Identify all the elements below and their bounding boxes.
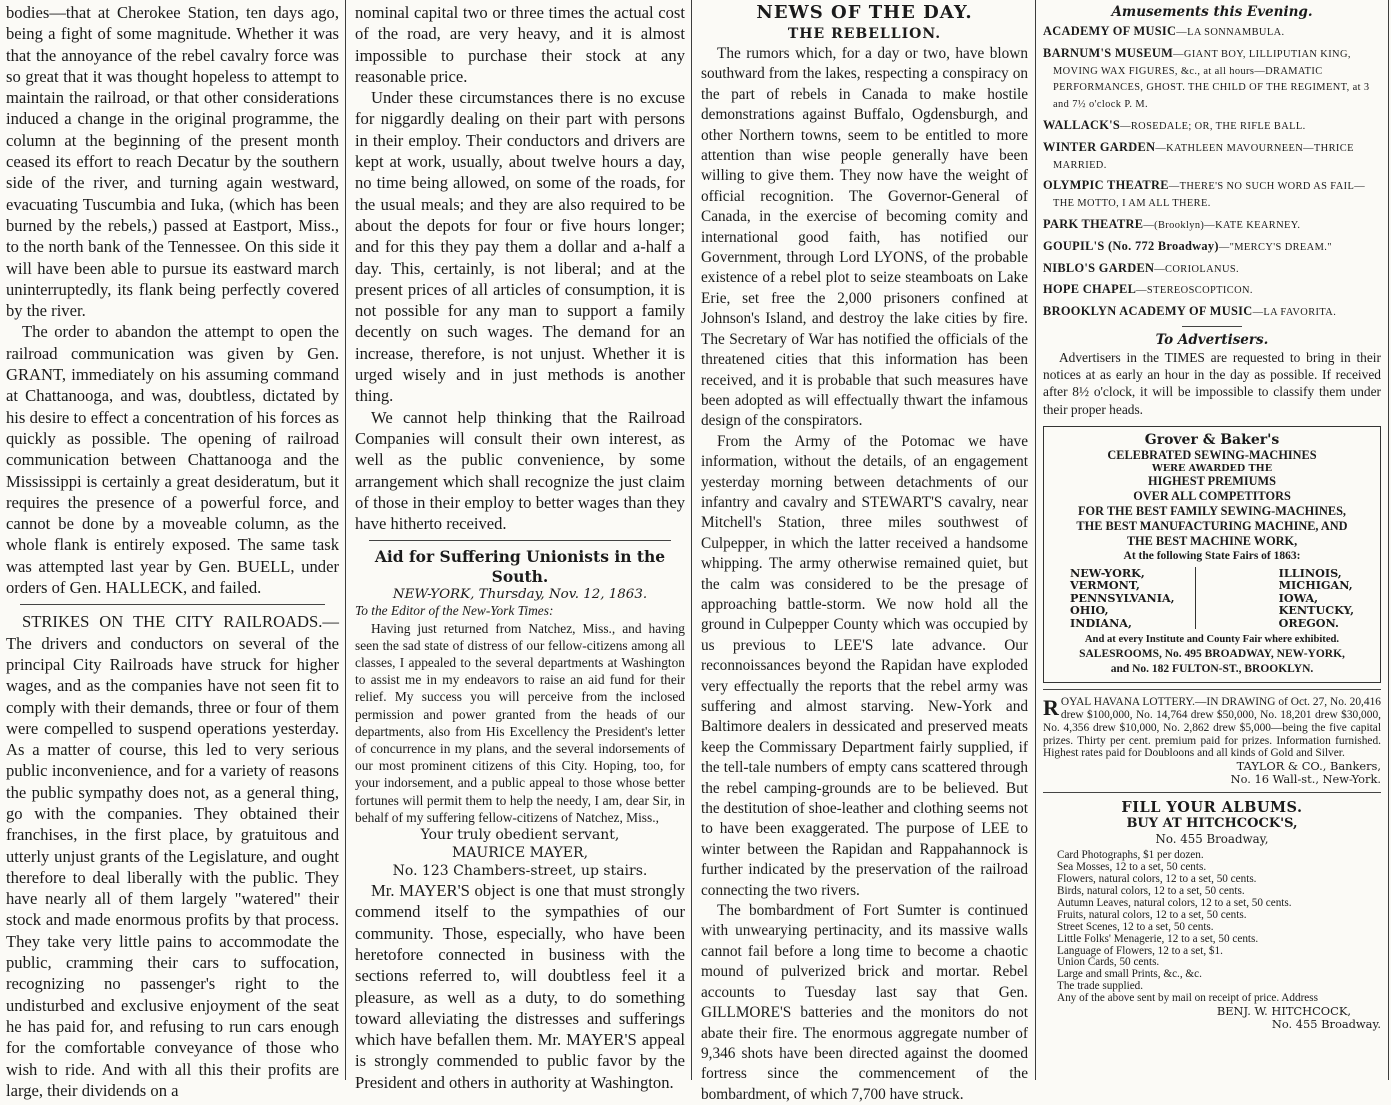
article-paragraph (6, 611, 339, 1101)
list-item: OLYMPIC THEATRE—THERE'S NO SUCH WORD AS FAIL—THE MOTTO, I AM ALL THERE. (1043, 178, 1366, 210)
ad-line: SALESROOMS, No. 495 BROADWAY, NEW-YORK, (1079, 648, 1345, 661)
albums-address-footer: No. 455 Broadway. (1271, 1017, 1381, 1032)
list-item: PARK THEATRE—(Brooklyn)—KATE KEARNEY. (1043, 216, 1301, 231)
aid-headline: Aid for Suffering Unionists in the South. (374, 547, 666, 587)
state-name: OREGON. (1278, 615, 1339, 630)
article-divider (1043, 792, 1381, 793)
albums-subtitle: BUY AT HITCHCOCK'S, (1126, 816, 1298, 832)
lottery-address: No. 16 Wall-st., New-York. (1230, 772, 1381, 787)
list-item: NIBLO'S GARDEN—CORIOLANUS. (1043, 260, 1240, 275)
aid-signature: MAURICE MAYER, (451, 845, 589, 862)
article-paragraph: Mr. MAYER'S object is one that must strongly commend itself to the sympathies of our community. Those, especially, who have been heretofore connected in business with the sections referred to, will doubtless feel it a pleasure, as well as a duty, to do something toward alleviating the distresses and sufferings which have befallen them. Mr. MAYER'S appeal is strongly commended to public favor by the President and others in authority at Washington. (355, 881, 685, 1092)
list-item: ACADEMY OF MUSIC—LA SONNAMBULA. (1043, 24, 1285, 38)
ad-line: OVER ALL COMPETITORS (1133, 488, 1291, 503)
amusements-title: Amusements this Evening. (1111, 4, 1313, 20)
state-name: VERMONT, (1070, 578, 1140, 593)
list-item: WINTER GARDEN—KATHLEEN MAVOURNEEN—THRICE MARRIED. (1043, 139, 1354, 171)
column-rule (1388, 0, 1389, 1080)
article-paragraph: From the Army of the Potomac we have information, without the details, of an engagement yesterday morning between detachments of our infantry and cavalry and STEWART'S cavalry, near Mitchell's Station, three miles southwest of Culpepper, in which the latter received a handsome whipping. The army otherwise remained quiet, but the calm was considered to be the presage of approaching battle-storm. We now hold all the ground in Culpepper County which was occupied by us previous to LEE'S late advance. Our reconnoissances beyond the Rapidan have exploded very effectually the reports that the rebel army was suffering and almost starving. New-York and Baltimore dealers in dessicated and preserved meats keep the Commissary Department fairly supplied, if the tell-tale numbers of empty cans scattered through the rebel camping-grounds are to be believed. But the destitution of shoe-leather and clothing seems not to have been exaggerated. The purpose of LEE to winter between the Rapidan and Rappahannock is further indicated by the preservation of the railroad connecting the two rivers. (701, 432, 1028, 899)
article-paragraph: nominal capital two or three times the actual cost of the road, are very heavy, and it is almost impossible to purchase their stock at any reasonable price. (355, 3, 685, 86)
ad-line: HIGHEST PREMIUMS (1148, 473, 1276, 488)
article-divider (369, 540, 671, 541)
list-item: WALLACK'S—ROSEDALE; OR, THE RIFLE BALL. (1043, 117, 1306, 132)
article-paragraph: The order to abandon the attempt to open the railroad communication was given by Gen. GRANT, immediately on his assuming command at Chattanooga, and was, doubtless, dictated by his desire to effect a concentration of his forces as quickly as possible. The opening of railroad communication between Chattanooga and the Mississippi is certainly a great desideratum, but it requires the presence of a powerful force, and cannot be done by a moveable column, as the whole flank is entirely exposed. The same task was attempted last year by Gen. BUELL, under orders of Gen. HALLECK, and failed. (6, 322, 339, 598)
article-paragraph: The rumors which, for a day or two, have blown southward from the lakes, respecting a conspiracy on the part of rebels in Canada to make hostile demonstrations against Buffalo, Ogdensburgh, and other Northern towns, seem to be entitled to more attention than wise people generally have been willing to give them. They now have the weight of official recognition. The Governor-General of Canada, in the exercise of becoming comity and international good faith, has notified our Government, through Lord LYONS, of the probable existence of a rebel plot to seize steamboats on Lake Erie, set free the 2,000 prisoners confined at Johnson's Island, and destroy the lake cities by fire. The Secretary of War has notified the officials of the threatened cities that this information has been received, and it is probable that such measures have been adopted as will effectually thwart the infamous design of the conspirators. (701, 45, 1028, 430)
list-item: The trade supplied. (1057, 980, 1144, 993)
ad-line: And at every Institute and County Fair where exhibited. (1084, 634, 1340, 646)
list-item: BROOKLYN ACADEMY OF MUSIC—LA FAVORITA. (1043, 304, 1337, 319)
list-item: HOPE CHAPEL—STEREOSCOPTICON. (1043, 282, 1253, 297)
article-divider (1043, 689, 1381, 690)
aid-salutation: To the Editor of the New-York Times: (355, 603, 554, 619)
aid-closing: Your truly obedient servant, (420, 827, 620, 844)
list-item: Large and small Prints, &c., &c. (1057, 968, 1202, 981)
list-item: Fruits, natural colors, 12 to a set, 50 cents. (1057, 908, 1247, 921)
article-divider (20, 604, 325, 605)
article-divider (1182, 326, 1242, 327)
state-list (1070, 567, 1354, 630)
article-paragraph: We cannot help thinking that the Railroad Companies will consult their own interest, as well as the public convenience, by some arrangement which shall recognize the just claim of those in their employ to better wages than they have hitherto received. (355, 407, 685, 534)
state-column (1070, 567, 1196, 630)
ad-line: THE BEST MANUFACTURING MACHINE, AND (1076, 518, 1348, 533)
state-name: OHIO, (1070, 603, 1109, 618)
column-rule (345, 0, 346, 1080)
list-item: Little Folks' Menagerie, 12 to a set, 50 cents. (1057, 932, 1259, 945)
aid-address: No. 123 Chambers-street, up stairs. (392, 863, 648, 880)
list-item: Street Scenes, 12 to a set, 50 cents. (1057, 920, 1214, 933)
list-item: Any of the above sent by mail on receipt of price. Address (1057, 992, 1318, 1005)
ad-line: CELEBRATED SEWING-MACHINES (1107, 447, 1317, 462)
hitchcock-albums-ad (1043, 799, 1381, 1031)
albums-address: No. 455 Broadway, (1155, 832, 1269, 847)
list-item: Flowers, natural colors, 12 to a set, 50 cents. (1057, 873, 1257, 886)
state-name: INDIANA, (1070, 615, 1132, 630)
article-text: The drivers and conductors on several of the principal City Railroads have struck for higher wages, and as the companies have not seen fit to comply with their demands, three or four of them were compelled to suspend operations yesterday. As a matter of course, this led to very serious public inconvenience, and for a variety of reasons the public sympathy does not, as a general thing, go with the companies. They obtained their franchises, in the first place, by gratuitous and utterly unjust grants of the Legislature, and ought therefore to deal liberally with the public. They have nearly all of them largely "watered" their stock and made enormous profits by that process. They take very little pains to accommodate the public, cramming their cars to suffocation, recognizing no passenger's right to the undisturbed and exclusive enjoyment of the seat he has paid for, and refusing to run cars enough for the comfortable conveyance of those who wish to ride. And with all this their profits are large, their dividends on a (6, 633, 339, 1100)
ad-line: WERE AWARDED THE (1151, 462, 1273, 474)
state-name: NEW-YORK, (1070, 565, 1145, 580)
havana-lottery-ad (1043, 696, 1381, 786)
ad-line: FOR THE BEST FAMILY SEWING-MACHINES, (1078, 503, 1346, 518)
grover-title: Grover & Baker's (1144, 431, 1280, 448)
ad-line: At the following State Fairs of 1863: (1123, 549, 1301, 562)
lottery-initial: R (1043, 695, 1059, 721)
aid-letter: Having just returned from Natchez, Miss., and having seen the sad state of distress of our fellow-citizens among all classes, I appealed to the several departments at Washington to assist me in my endeavors to raise an aid fund for their relief. My success you will perceive from the inclosed permission and power granted from the heads of our departments, also from His Excellency the President's letter of concurrence in my plans, and the several indorsements of our most prominent citizens of this City. Hoping, too, for your indorsement, and a public appeal to those whose better fortunes will permit them to help the needy, I am, dear Sir, in behalf of my suffering fellow-citizens of Natchez, Miss., (355, 620, 685, 825)
rebellion-subtitle: THE REBELLION. (787, 26, 942, 42)
list-item: Sea Mosses, 12 to a set, 50 cents. (1057, 861, 1207, 874)
news-of-the-day-title: NEWS OF THE DAY. (756, 2, 973, 23)
ad-line: and No. 182 FULTON-ST., BROOKLYN. (1110, 663, 1314, 676)
article-paragraph: bodies—that at Cherokee Station, ten days ago, being a fight of some magnitude. Whether it was that the annoyance of the rebel cavalry force was so great that it was thought hopeless to attempt to maintain the railroad, or that other considerations induced a change in the original programme, the column at the beginning of the present month ceased its effort to reach Decatur by the southern side of the river, and turning again westward, evacuating Tuscumbia and Iuka, (which has been burned by the rebels,) passed at Eastport, Miss., to the north bank of the Tennessee. On this side it will have been able to pursue its eastward march uninterruptedly, its flank being perfectly covered by the river. (6, 3, 339, 321)
column-2 (349, 0, 689, 1092)
state-name: MICHIGAN, (1278, 578, 1353, 593)
list-item: Language of Flowers, 12 to a set, $1. (1057, 944, 1223, 957)
list-item: Autumn Leaves, natural colors, 12 to a set, 50 cents. (1057, 896, 1292, 909)
list-item: BARNUM'S MUSEUM—GIANT BOY, LILLIPUTIAN KING, MOVING WAX FIGURES, &c., at all hours—DRAMATIC PERFORMANCES, GHOST. THE CHILD OF THE REGIMENT, at 3 and 7½ o'clock P. M. (1043, 45, 1370, 111)
price-list (1057, 850, 1381, 1005)
state-name: PENNSYLVANIA, (1070, 590, 1175, 605)
albums-signature: BENJ. W. HITCHCOCK, (1216, 1004, 1351, 1019)
advertisers-title: To Advertisers. (1155, 331, 1269, 348)
advertisers-notice: Advertisers in the TIMES are requested to bring in their notices at as early an hour in the day as possible. If received after 8½ o'clock, it will be impossible to classify them under their proper heads. (1043, 349, 1381, 417)
column-rule (691, 0, 692, 1080)
column-4 (1039, 0, 1387, 1080)
lottery-text (1043, 696, 1381, 760)
state-name: KENTUCKY, (1278, 603, 1354, 618)
ad-line: THE BEST MACHINE WORK, (1126, 533, 1298, 548)
lottery-signature: TAYLOR & CO., Bankers, (1236, 759, 1381, 774)
article-paragraph: The bombardment of Fort Sumter is continued with unwearying pertinacity, and its massive walls cannot fail before a long time to become a chaotic mound of pulverized brick and mortar. Rebel accounts to Tuesday last say that Gen. GILLMORE'S batteries and the monitors do not abate their fire. The enormous aggregate number of 9,346 shots have been directed against the doomed fortress since the commencement of the bombardment, of which 7,700 have struck. (701, 902, 1028, 1103)
state-name: ILLINOIS, (1278, 565, 1342, 580)
albums-title: FILL YOUR ALBUMS. (1121, 799, 1303, 817)
list-item: Card Photographs, $1 per dozen. (1057, 849, 1204, 862)
lottery-body: OYAL HAVANA LOTTERY.—IN DRAWING of Oct. 27, No. 20,416 drew $100,000, No. 14,764 drew $50,000, No. 18,201 drew $30,000, No. 4,356 drew $10,000, No. 2,862 drew $5,000—being the five capital prizes. Thirty per cent. premium paid for prizes. Information furnished. Highest rates paid for Doubloons and all kinds of Gold and Silver. (1043, 696, 1381, 760)
aid-dateline: NEW-YORK, Thursday, Nov. 12, 1863. (392, 587, 648, 603)
amusements-list (1043, 24, 1381, 321)
list-item: Union Cards, 50 cents. (1057, 956, 1160, 969)
column-rule (1035, 0, 1036, 1080)
column-3 (695, 0, 1032, 1103)
state-name: IOWA, (1278, 590, 1319, 605)
grover-baker-ad (1043, 426, 1381, 684)
column-1 (0, 0, 343, 1100)
article-paragraph: Under these circumstances there is no excuse for niggardly dealing on their part with persons in their employ. Their conductors and drivers are kept at work, usually, about twelve hours a day, no time being allowed, on some of the roads, for the usual meals; and they are also required to be about the depots for four or five hours longer; and for this they pay them a dollar and a-half a day. This, certainly, is not liberal; and at the present prices of all articles of consumption, it is not possible for any man to support a family decently on such wages. The demand for an increase, therefore, is not unjust. Whether it is urged wisely and in just methods is another thing. (355, 88, 685, 406)
list-item: GOUPIL'S (No. 772 Broadway)—"MERCY'S DREAM." (1043, 238, 1332, 253)
article-run-in-head: STRIKES ON THE CITY RAILROADS.— (22, 612, 339, 632)
list-item: Birds, natural colors, 12 to a set, 50 cents. (1057, 884, 1245, 897)
state-column (1279, 567, 1354, 630)
